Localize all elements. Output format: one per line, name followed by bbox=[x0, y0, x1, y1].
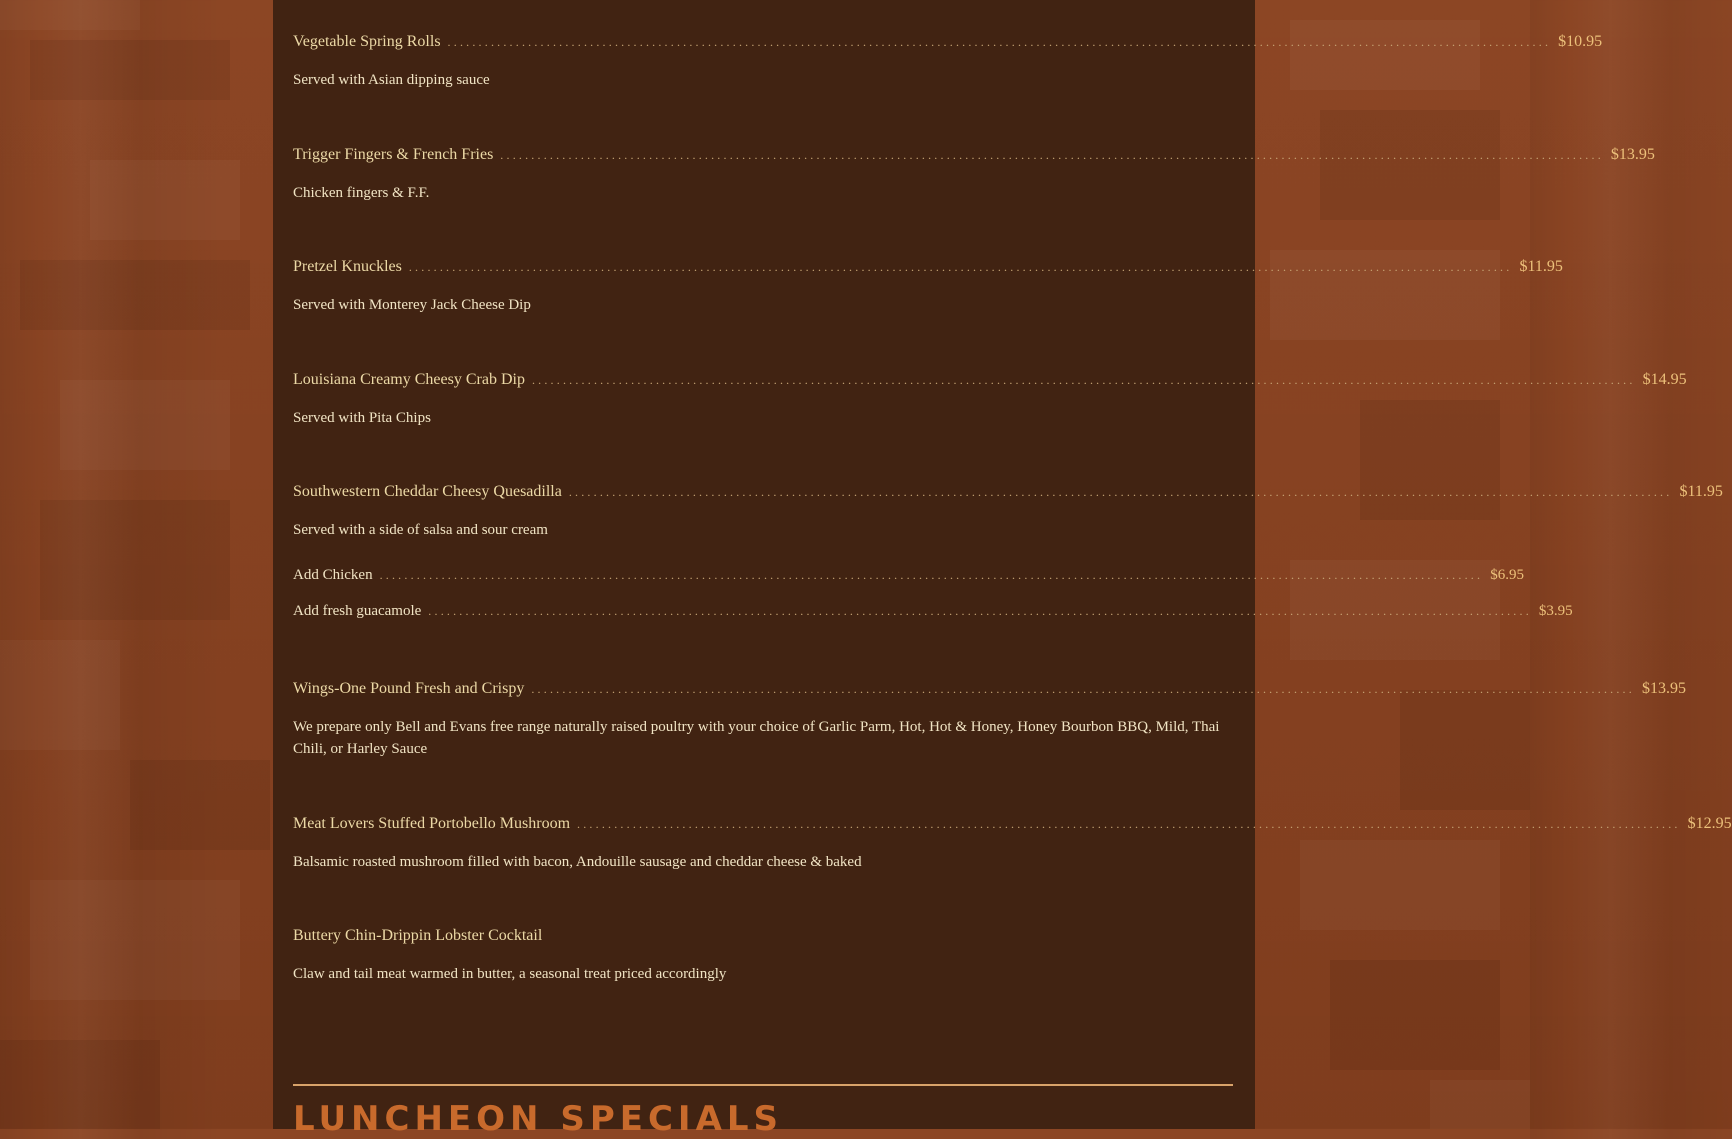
menu-item bbox=[293, 927, 1233, 985]
dot-leader: .................................................................................................................................................................................. bbox=[577, 817, 1681, 831]
menu-item bbox=[293, 258, 1563, 316]
menu-item bbox=[293, 483, 1723, 541]
dot-leader: .................................................................................................................................................................................. bbox=[379, 568, 1484, 582]
menu-item bbox=[293, 33, 1603, 91]
item-name: Vegetable Spring Rolls bbox=[293, 33, 441, 50]
menu-item bbox=[293, 146, 1655, 204]
item-description: Served with Monterey Jack Cheese Dip bbox=[293, 297, 531, 313]
item-description: Claw and tail meat warmed in butter, a seasonal treat priced accordingly bbox=[293, 966, 727, 982]
dot-leader: .................................................................................................................................................................................. bbox=[531, 682, 1635, 696]
item-price: $10.95 bbox=[1558, 33, 1603, 50]
dot-leader: .................................................................................................................................................................................. bbox=[447, 35, 1552, 49]
addon-name: Add Chicken bbox=[293, 567, 373, 583]
item-description: Served with Pita Chips bbox=[293, 410, 431, 426]
item-name: Southwestern Cheddar Cheesy Quesadilla bbox=[293, 483, 562, 500]
section-divider bbox=[293, 1084, 1233, 1086]
menu-item bbox=[293, 680, 1686, 760]
item-description: Served with a side of salsa and sour cream bbox=[293, 522, 548, 538]
addon-name: Add fresh guacamole bbox=[293, 603, 422, 619]
item-description: Served with Asian dipping sauce bbox=[293, 72, 490, 88]
dot-leader: .................................................................................................................................................................................. bbox=[428, 604, 1532, 618]
item-description: We prepare only Bell and Evans free range naturally raised poultry with your choice of Garlic Parm, Hot, Hot & Honey, Honey Bourbon BBQ, Mild, Thai Chili, or Harley Sauce bbox=[293, 719, 1220, 757]
section-title: LUNCHEON SPECIALS bbox=[293, 1099, 784, 1139]
item-name: Meat Lovers Stuffed Portobello Mushroom bbox=[293, 815, 571, 832]
dot-leader: .................................................................................................................................................................................. bbox=[408, 260, 1513, 274]
item-name: Louisiana Creamy Cheesy Crab Dip bbox=[293, 371, 525, 388]
item-description: Chicken fingers & F.F. bbox=[293, 185, 430, 201]
item-price: $12.95 bbox=[1687, 815, 1732, 832]
addon-price: $6.95 bbox=[1490, 567, 1524, 583]
item-name: Trigger Fingers & French Fries bbox=[293, 146, 494, 163]
menu-addon bbox=[293, 567, 1524, 584]
item-price: $11.95 bbox=[1519, 258, 1563, 275]
dot-leader: .................................................................................................................................................................................. bbox=[531, 373, 1636, 387]
item-name: Pretzel Knuckles bbox=[293, 258, 402, 275]
dot-leader: .................................................................................................................................................................................. bbox=[500, 148, 1604, 162]
dot-leader: .................................................................................................................................................................................. bbox=[568, 485, 1673, 499]
item-price: $13.95 bbox=[1641, 680, 1686, 697]
addon-price: $3.95 bbox=[1538, 603, 1573, 619]
menu-panel bbox=[273, 0, 1732, 1139]
item-price: $14.95 bbox=[1642, 371, 1687, 388]
item-price: $13.95 bbox=[1610, 146, 1655, 163]
item-description: Balsamic roasted mushroom filled with bacon, Andouille sausage and cheddar cheese & baked bbox=[293, 854, 862, 870]
menu-item bbox=[293, 815, 1732, 873]
menu-addon bbox=[293, 603, 1573, 620]
item-name: Buttery Chin-Drippin Lobster Cocktail bbox=[293, 927, 543, 944]
menu-item bbox=[293, 371, 1687, 429]
item-name: Wings-One Pound Fresh and Crispy bbox=[293, 680, 525, 697]
item-price: $11.95 bbox=[1679, 483, 1723, 500]
